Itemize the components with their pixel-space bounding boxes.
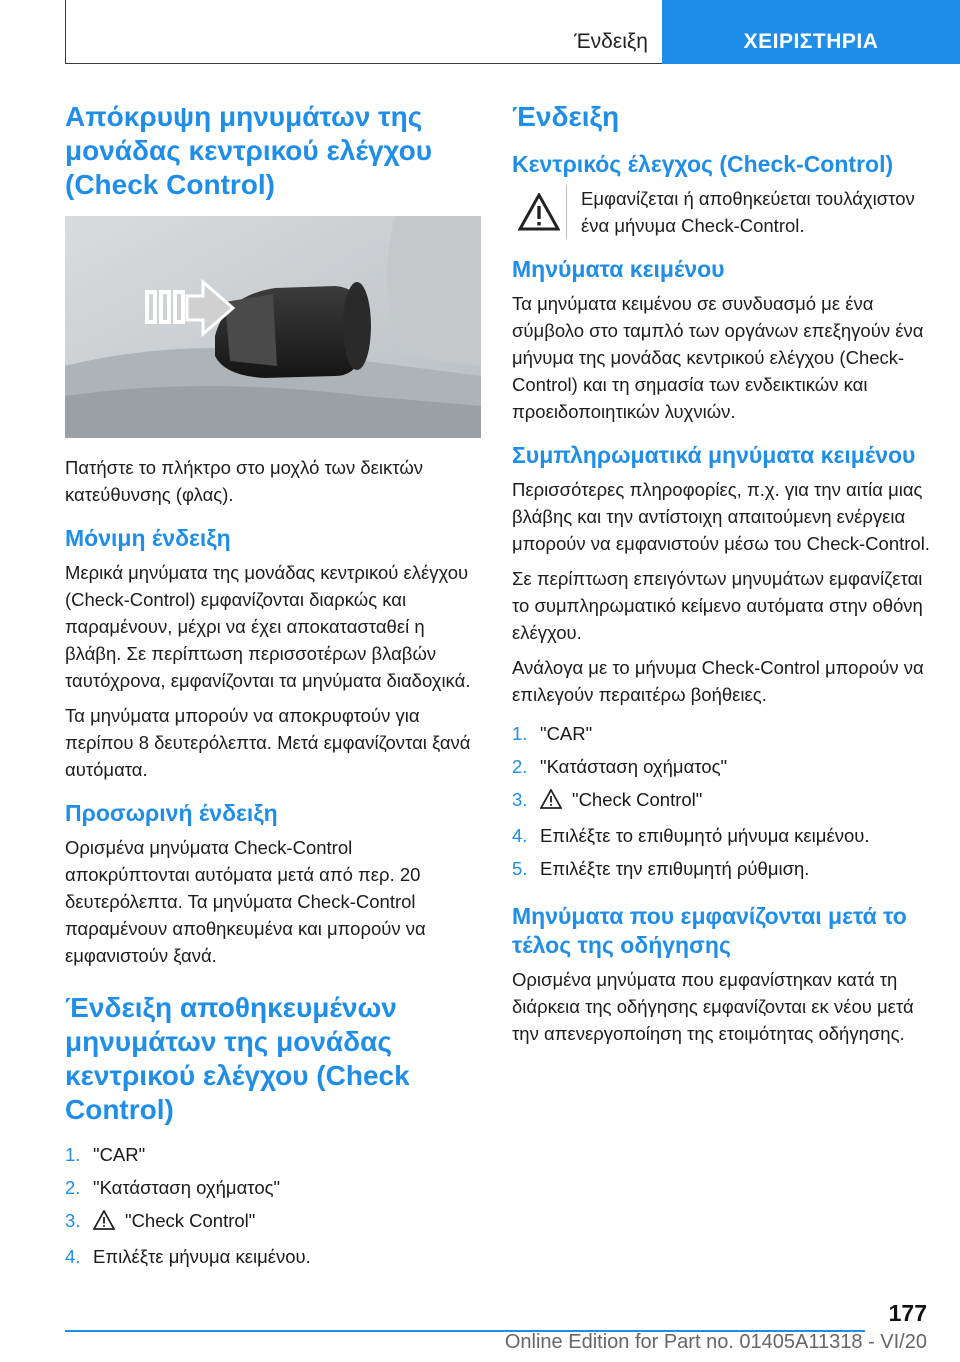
list-item: 3. "Check Control"	[65, 1207, 481, 1237]
supplementary-heading: Συμπληρωματικά μηνύματα κειμένου	[512, 442, 916, 468]
list-item: 4. Επιλέξτε μήνυμα κειμένου.	[65, 1246, 311, 1267]
left-column	[65, 100, 481, 1276]
check-control-heading: Κεντρικός έλεγχος (Check-Control)	[512, 151, 894, 177]
list-item: 3. "Check Control"	[512, 786, 932, 816]
after-driving-paragraph: Ορισμένα μηνύματα που εμφανίστηκαν κατά τη διάρκεια της οδήγησης εμφανίζονται εκ νέου μετά την απενεργοποίηση της ετοιμότητας οδήγησης.	[512, 969, 914, 1044]
permanent-heading: Μόνιμη ένδειξη	[65, 525, 231, 551]
warning-triangle-icon	[512, 185, 567, 239]
list-item: 1. "CAR"	[65, 1144, 146, 1165]
text-messages-heading: Μηνύματα κειμένου	[512, 256, 725, 282]
temporary-paragraph: Ορισμένα μηνύματα Check-Control αποκρύπτονται αυτόματα μετά από περ. 20 δευτερόλεπτα. Τα μηνύματα Check-Control παραμένουν αποθηκευμένα και μπορούν να εμφανιστούν ξανά.	[65, 837, 426, 966]
chapter-tab: ΧΕΙΡΙΣΤΗΡΙΑ	[662, 0, 960, 64]
section-label: Ένδειξη	[574, 30, 648, 53]
page-header	[65, 0, 960, 64]
turn-signal-lever-image	[65, 216, 481, 438]
supplementary-paragraph-2: Σε περίπτωση επειγόντων μηνυμάτων εμφανίζεται το συμπληρωματικό κείμενο αυτόματα στην οθόνη ελέγχου.	[512, 568, 923, 643]
page-number: 177	[888, 1300, 927, 1326]
list-item: 1. "CAR"	[512, 723, 593, 744]
after-driving-heading: Μηνύματα που εμφανίζονται μετά το τέλος της οδήγησης	[512, 903, 907, 958]
supplementary-paragraph-1: Περισσότερες πληροφορίες, π.χ. για την αιτία μιας βλάβης και την αντίστοιχη απαιτούμενη ενέργεια μπορούν να εμφανιστούν μέσω του Check-Control.	[512, 479, 930, 554]
warning-triangle-icon	[540, 789, 562, 816]
list-item: 4. Επιλέξτε το επιθυμητό μήνυμα κειμένου.	[512, 825, 870, 846]
edition-note: Online Edition for Part no. 01405A11318 - VI/20	[504, 1331, 927, 1353]
hide-messages-title: Απόκρυψη μηνυμάτων της μονάδας κεντρικού ελέγχου (Check Control)	[65, 101, 433, 200]
permanent-paragraph-1: Μερικά μηνύματα της μονάδας κεντρικού ελέγχου (Check-Control) εμφανίζονται διαρκώς και παραμένουν, μέχρι να έχει αποκατασταθεί η βλάβη. Σε περίπτωση περισσοτέρων βλαβών ταυτόχρονα, εμφανίζονται τα μηνύματα διαδοχικά.	[65, 562, 471, 691]
supplementary-steps-list	[512, 720, 932, 882]
list-item: 2. "Κατάσταση οχήματος"	[512, 756, 728, 777]
stored-steps-list	[65, 1141, 481, 1270]
warning-triangle-icon	[93, 1210, 115, 1237]
temporary-heading: Προσωρινή ένδειξη	[65, 800, 278, 826]
lever-caption: Πατήστε το πλήκτρο στο μοχλό των δεικτών κατεύθυνσης (φλας).	[65, 457, 424, 505]
display-title: Ένδειξη	[512, 101, 620, 132]
supplementary-paragraph-3: Ανάλογα με το μήνυμα Check-Control μπορούν να επιλεγούν περαιτέρω βοήθειες.	[512, 657, 924, 705]
check-control-notice	[512, 185, 932, 239]
permanent-paragraph-2: Τα μηνύματα μπορούν να αποκρυφτούν για περίπου 8 δευτερόλεπτα. Μετά εμφανίζονται ξανά αυτόματα.	[65, 705, 471, 780]
list-item: 5. Επιλέξτε την επιθυμητή ρύθμιση.	[512, 858, 810, 879]
check-control-text: Εμφανίζεται ή αποθηκεύεται τουλάχιστον ένα μήνυμα Check-Control.	[581, 188, 915, 236]
list-item: 2. "Κατάσταση οχήματος"	[65, 1177, 281, 1198]
right-column	[512, 100, 932, 1055]
stored-messages-title: Ένδειξη αποθηκευμένων μηνυμάτων της μονάδας κεντρικού ελέγχου (Check Control)	[65, 992, 410, 1125]
text-messages-paragraph: Τα μηνύματα κειμένου σε συνδυασμό με ένα σύμβολο στο ταμπλό των οργάνων επεξηγούν ένα μήνυμα της μονάδας κεντρικού ελέγχου (Check-Control) και τη σημασία των ενδεικτικών και προειδοποιητικών λυχνιών.	[512, 293, 924, 422]
